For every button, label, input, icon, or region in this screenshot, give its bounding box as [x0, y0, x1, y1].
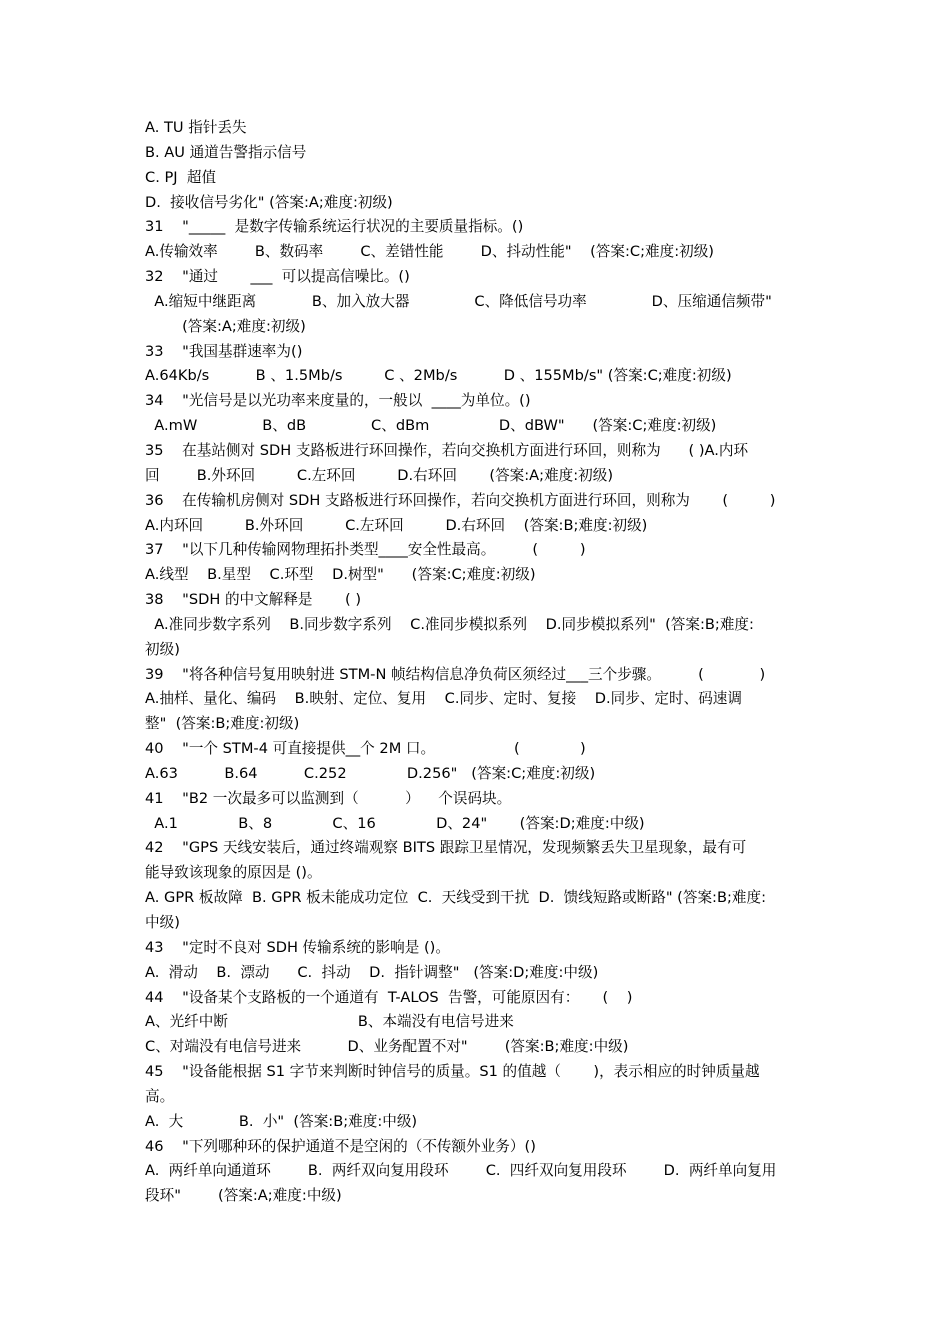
text-line: A.内环回 B.外环回 C.左环回 D.右环回 (答案:B;难度:初级) — [145, 516, 648, 534]
text-line: 42 "GPS 天线安装后，通过终端观察 BITS 跟踪卫星情况，发现频繁丢失卫星现象，最有可 — [145, 839, 747, 857]
text-line: 41 "B2 一次最多可以监测到（ ） 个误码块。 — [145, 789, 512, 807]
text-line: A. 滑动 B. 漂动 C. 抖动 D. 指针调整" (答案:D;难度:中级) — [145, 963, 599, 981]
text-line: A.抽样、量化、编码 B.映射、定位、复用 C.同步、定时、复接 D.同步、定时、码速调 — [145, 690, 742, 708]
text-line: A.准同步数字系列 B.同步数字系列 C.准同步模拟系列 D.同步模拟系列" (答案:B;难度: — [145, 615, 754, 633]
text-line: A.缩短中继距离 B、加入放大器 C、降低信号功率 D、压缩通信频带" — [145, 292, 772, 310]
text-line: 34 "光信号是以光功率来度量的，一般以 ____为单位。() — [145, 392, 531, 410]
text-line: A.线型 B.星型 C.环型 D.树型" (答案:C;难度:初级) — [145, 566, 536, 584]
text-line: 44 "设备某个支路板的一个通道有 T-ALOS 告警，可能原因有： ( ) — [145, 988, 633, 1006]
text-line: 35 在基站侧对 SDH 支路板进行环回操作，若向交换机方面进行环回，则称为 ( )A.内环 — [145, 441, 749, 459]
text-line: A.传输效率 B、数码率 C、差错性能 D、抖动性能" (答案:C;难度:初级) — [145, 243, 714, 261]
text-line: C. PJ 超值 — [145, 168, 217, 186]
text-line: 33 "我国基群速率为() — [145, 342, 303, 360]
text-line: 40 "一个 STM-4 可直接提供__个 2M 口。 ( ) — [145, 740, 586, 758]
text-line: 初级) — [145, 640, 180, 658]
text-line: D. 接收信号劣化" (答案:A;难度:初级) — [145, 193, 393, 211]
text-line: 43 "定时不良对 SDH 传输系统的影响是 ()。 — [145, 938, 450, 956]
text-line: 高。 — [145, 1087, 175, 1105]
text-line: 整" (答案:B;难度:初级) — [145, 715, 300, 733]
text-line: C、对端没有电信号进来 D、业务配置不对" (答案:B;难度:中级) — [145, 1038, 629, 1056]
text-line: A. TU 指针丢失 — [145, 119, 247, 136]
text-line: 能导致该现象的原因是 ()。 — [145, 864, 322, 882]
text-line: 31 "_____ 是数字传输系统运行状况的主要质量指标。() — [145, 218, 524, 236]
text-line: 45 "设备能根据 S1 字节来判断时钟信号的质量。S1 的值越（ )，表示相应的时钟质量越 — [145, 1063, 760, 1081]
text-line: A.1 B、8 C、16 D、24" (答案:D;难度:中级) — [145, 814, 645, 832]
text-line: A.63 B.64 C.252 D.256" (答案:C;难度:初级) — [145, 764, 596, 782]
text-line: 46 "下列哪种环的保护通道不是空闲的（不传额外业务）() — [145, 1137, 536, 1155]
text-line: 回 B.外环回 C.左环回 D.右环回 (答案:A;难度:初级) — [145, 466, 614, 484]
text-line: (答案:A;难度:初级) — [145, 317, 306, 335]
text-line: 中级) — [145, 914, 180, 931]
text-line: A. 大 B. 小" (答案:B;难度:中级) — [145, 1112, 418, 1130]
text-line: A. 两纤单向通道环 B. 两纤双向复用段环 C. 四纤双向复用段环 D. 两纤单向复用 — [145, 1162, 777, 1180]
text-line: A.mW B、dB C、dBm D、dBW" (答案:C;难度:初级) — [145, 417, 717, 435]
text-line: 段环" (答案:A;难度:中级) — [145, 1187, 342, 1205]
text-line: 38 "SDH 的中文解释是 ( ) — [145, 591, 362, 609]
text-line: A. GPR 板故障 B. GPR 板未能成功定位 C. 天线受到干扰 D. 馈线短路或断路" (答案:B;难度: — [145, 889, 767, 907]
text-line: 36 在传输机房侧对 SDH 支路板进行环回操作，若向交换机方面进行环回，则称为 ( ) — [145, 491, 776, 509]
text-line: B. AU 通道告警指示信号 — [145, 143, 307, 161]
text-line: 39 "将各种信号复用映射进 STM-N 帧结构信息净负荷区须经过___三个步骤。 ( ) — [145, 665, 766, 683]
text-line: A.64Kb/s B 、1.5Mb/s C 、2Mb/s D 、155Mb/s" (答案:C;难度:初级) — [145, 367, 732, 385]
question-text-block — [145, 116, 810, 1209]
text-line: A、光纤中断 B、本端没有电信号进来 — [145, 1013, 514, 1031]
text-line: 32 "通过 ___ 可以提高信噪比。() — [145, 268, 410, 286]
text-line: 37 "以下几种传输网物理拓扑类型____安全性最高。 ( ) — [145, 541, 586, 559]
